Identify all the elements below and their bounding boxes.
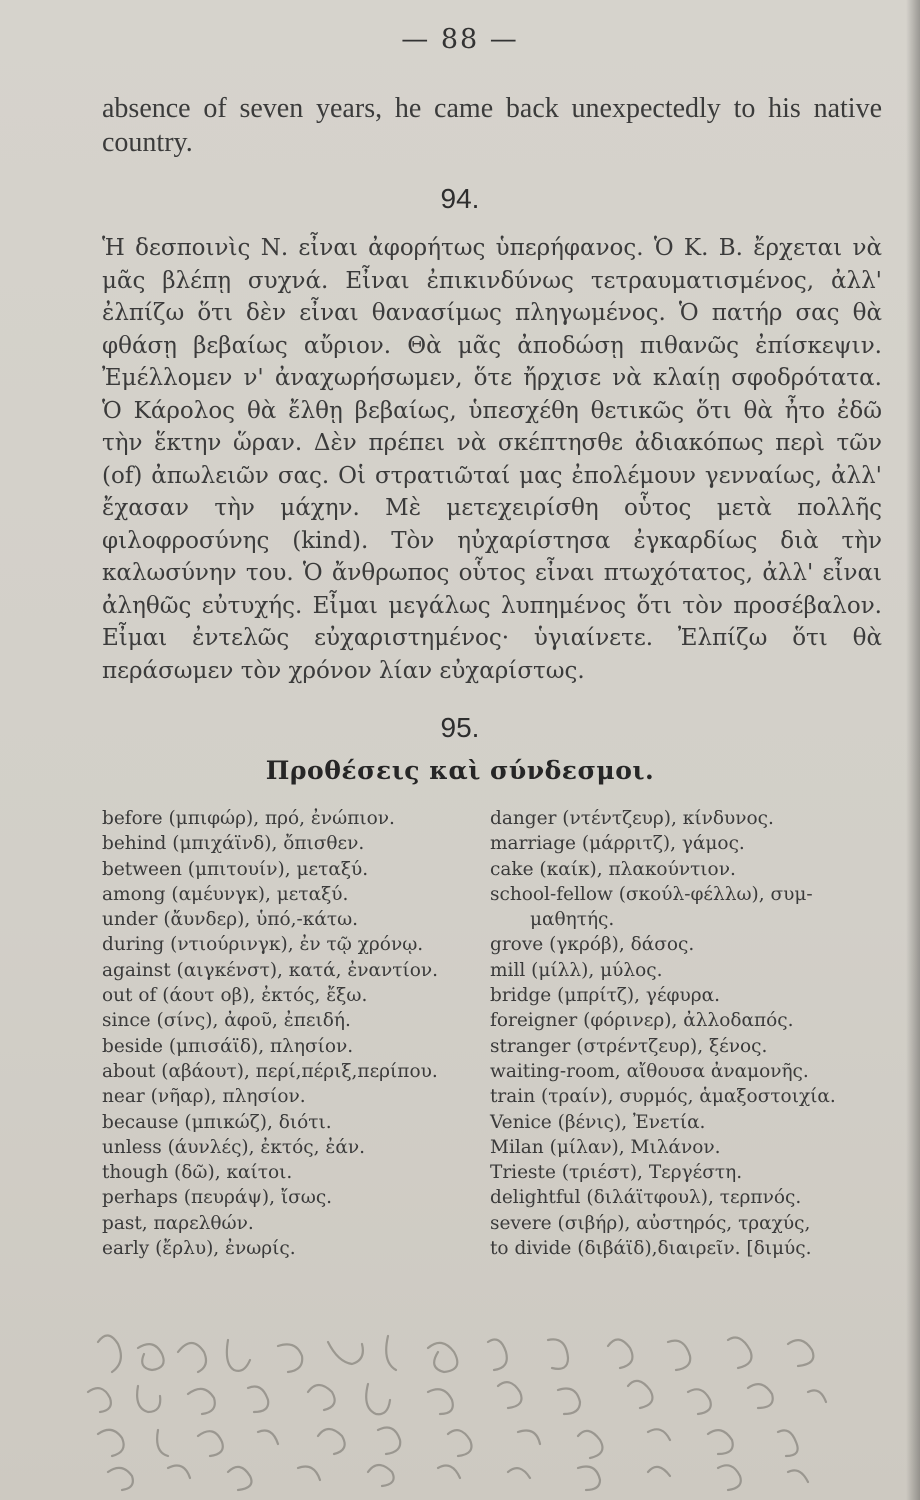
list-item: before (μπιφώρ), πρό, ἐνώπιον.: [102, 808, 395, 829]
page-number: — 88 —: [401, 24, 519, 55]
list-item: past, παρελθών.: [102, 1212, 254, 1234]
list-item: Trieste (τριέστ), Τεργέστη.: [490, 1162, 743, 1184]
list-item: near (νῆαρ), πλησίον.: [102, 1086, 306, 1108]
list-item: cake (καίκ), πλακούντιον.: [490, 858, 736, 880]
list-item: among (αμέυνγκ), μεταξύ.: [102, 883, 349, 905]
list-item: perhaps (πευράψ), ἴσως.: [102, 1187, 333, 1209]
handwriting-scribble: [28, 1322, 898, 1492]
list-item: grove (γκρόβ), δάσος.: [490, 934, 695, 956]
list-item: stranger (στρέντζευρ), ξένος.: [490, 1035, 768, 1057]
list-item: unless (άυνλές), ἐκτός, ἐάν.: [102, 1136, 365, 1158]
intro-paragraph: absence of seven years, he came back unexpectedly to his native country.: [102, 93, 882, 158]
list-item: about (αβάουτ), περί,πέριξ,περίπου.: [102, 1060, 438, 1082]
list-item: severe (σιβήρ), αὐστηρός, τραχύς,: [490, 1212, 811, 1234]
handwritten-pencil-notes: [28, 1322, 898, 1492]
list-item: delightful (διλάϊτφουλ), τερπνός.: [490, 1187, 802, 1209]
list-item: mill (μίλλ), μύλος.: [490, 959, 663, 981]
vocab-list-left: [102, 806, 490, 1261]
section-number-94: 94.: [440, 183, 480, 214]
vocab-list-right: [490, 806, 885, 1261]
list-item: under (ἄυνδερ), ὑπό,-κάτω.: [102, 909, 359, 931]
list-item: danger (ντέντζευρ), κίνδυνος.: [490, 808, 774, 829]
list-item: against (αιγκένστ), κατά, ἐναντίον.: [102, 959, 439, 981]
list-item: out of (άουτ οβ), ἐκτός, ἔξω.: [102, 985, 368, 1007]
list-item: since (σίνς), ἀφοῦ, ἐπειδή.: [102, 1010, 351, 1032]
list-item: Milan (μίλαν), Μιλάνον.: [490, 1136, 721, 1158]
list-item: early (ἔρλυ), ἐνωρίς.: [102, 1238, 296, 1260]
list-item: between (μπιτουίν), μεταξύ.: [102, 858, 369, 880]
list-item: during (ντιούρινγκ), ἐν τῷ χρόνῳ.: [102, 934, 424, 956]
list-item: train (τραίν), συρμός, ἁμαξοστοιχία.: [490, 1086, 836, 1108]
list-item: beside (μπισάϊδ), πλησίον.: [102, 1035, 354, 1057]
list-item: foreigner (φόρινερ), ἀλλοδαπός.: [490, 1010, 794, 1032]
list-item: bridge (μπρίτζ), γέφυρα.: [490, 985, 720, 1007]
section-94-paragraph: Ἡ δεσποινὶς Ν. εἶναι ἀφορήτως ὑπερήφανος. Ὁ Κ. Β. ἔρχεται νὰ μᾶς βλέπῃ συχνά. Εἶναι ἐπικινδύνως τετραυματισμένος, ἀλλ' ἐλπίζω ὅτι δὲν εἶναι θανασίμως πληγωμένος. Ὁ πατήρ σας θὰ φθάσῃ βεβαίως αὔριον. Θὰ μᾶς ἀποδώσῃ πιθανῶς ἐπίσκεψιν. Ἐμέλλομεν ν' ἀναχωρήσωμεν, ὅτε ἤρχισε νὰ κλαίῃ σφοδρότατα. Ὁ Κάρολος θὰ ἔλθῃ βεβαίως, ὑπεσχέθη θετικῶς ὅτι θὰ ἦτο ἐδῶ τὴν ἕκτην ὥραν. Δὲν πρέπει νὰ σκέπτησθε ἀδιακόπως περὶ τῶν (of) ἀπωλειῶν σας. Οἱ στρατιῶταί μας ἐπολέμουν γενναίως, ἀλλ' ἔχασαν τὴν μάχην. Μὲ μετεχειρίσθη οὗτος μετὰ πολλῆς φιλοφροσύνης (kind). Τὸν ηὐχαρίστησα ἐγκαρδίως διὰ τὴν καλωσύνην του. Ὁ ἄνθρωπος οὗτος εἶναι πτωχότατος, ἀλλ' εἶναι ἀληθῶς εὐτυχής. Εἶμαι μεγάλως λυπημένος ὅτι τὸν προσέβαλον. Εἶμαι ἐντελῶς εὐχαριστημένος· ὑγιαίνετε. Ἐλπίζω ὅτι θὰ περάσωμεν τὸν χρόνον λίαν εὐχαρίστως.: [102, 235, 882, 684]
section-95-heading: Προθέσεις καὶ σύνδεσμοι.: [265, 756, 655, 785]
list-item: marriage (μάρριτζ), γάμος.: [490, 833, 745, 855]
list-item: Venice (βένις), Ἐνετία.: [490, 1111, 706, 1133]
list-item: school-fellow (σκούλ-φέλλω), συμ-: [490, 883, 813, 905]
list-item: though (δῶ), καίτοι.: [102, 1162, 293, 1184]
list-item: waiting-room, αἴθουσα ἀναμονῆς.: [490, 1060, 809, 1082]
section-number-95: 95.: [440, 712, 480, 743]
list-item: behind (μπιχάϊνδ), ὄπισθεν.: [102, 833, 365, 855]
list-item: because (μπικώζ), διότι.: [102, 1111, 332, 1133]
list-item-continuation: μαθητής.: [530, 909, 615, 931]
list-item: to divide (διβάϊδ),διαιρεῖν. [διμύς.: [490, 1238, 812, 1260]
